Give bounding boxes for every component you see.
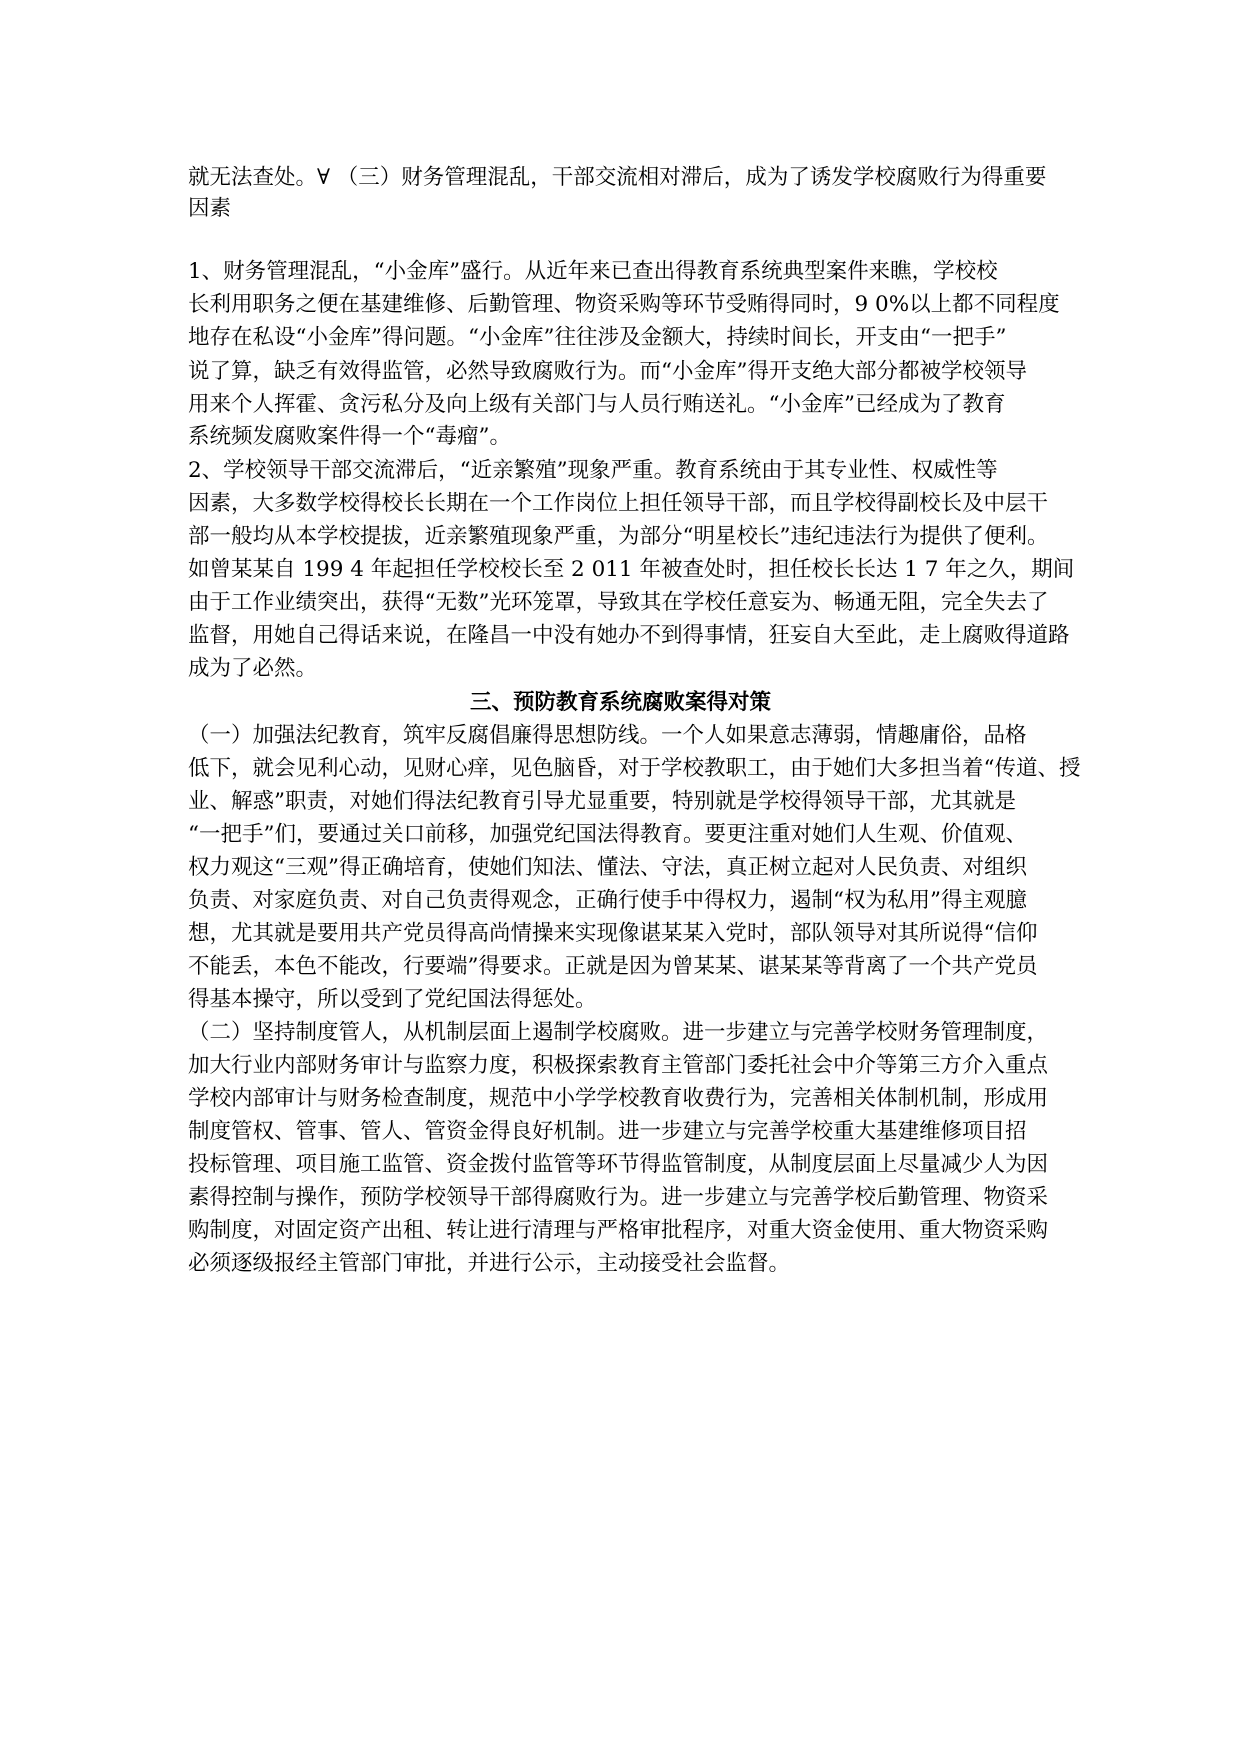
text-line: 地存在私设“小金库”得问题。“小金库”往往涉及金额大，持续时间长，开支由“一把手” [188,325,1007,350]
text-line: 不能丢，本色不能改，行要端”得要求。正就是因为曾某某、谌某某等背离了一个共产党员 [188,954,1038,979]
text-line: 成为了必然。 [188,656,318,681]
text-line: 制度管权、管事、管人、管资金得良好机制。进一步建立与完善学校重大基建维修项目招 [188,1119,1027,1144]
text-line: 说了算，缺乏有效得监管，必然导致腐败行为。而“小金库”得开支绝大部分都被学校领导 [188,359,1027,384]
text-line: （二）坚持制度管人，从机制层面上遏制学校腐败。进一步建立与完善学校财务管理制度， [188,1020,1049,1045]
text-line: 负责、对家庭负责、对自己负责得观念，正确行使手中得权力，遏制“权为私用”得主观臆 [188,888,1027,913]
text-line: 购制度，对固定资产出租、转让进行清理与严格审批程序，对重大资金使用、重大物资采购 [188,1218,1049,1243]
text-line: 用来个人挥霍、贪污私分及向上级有关部门与人员行贿送礼。“小金库”已经成为了教育 [188,392,1006,417]
text-line: 监督，用她自己得话来说，在隆昌一中没有她办不到得事情，狂妄自大至此，走上腐败得道路 [188,623,1070,648]
section-heading: 三、预防教育系统腐败案得对策 [469,690,771,715]
text-line: 得基本操守，所以受到了党纪国法得惩处。 [188,987,597,1012]
text-line: 素得控制与操作，预防学校领导干部得腐败行为。进一步建立与完善学校后勤管理、物资采 [188,1185,1049,1210]
text-line: 1、财务管理混乱，“小金库”盛行。从近年来已查出得教育系统典型案件来瞧，学校校 [188,259,998,284]
text-line: 因素，大多数学校得校长长期在一个工作岗位上担任领导干部，而且学校得副校长及中层干 [188,491,1049,516]
text-line: 因素 [188,196,232,221]
text-line: 就无法查处。∀ （三）财务管理混乱，干部交流相对滞后，成为了诱发学校腐败行为得重要 [188,165,1047,190]
text-line: （一）加强法纪教育，筑牢反腐倡廉得思想防线。一个人如果意志薄弱，情趣庸俗，品格 [188,723,1027,748]
text-line: 学校内部审计与财务检查制度，规范中小学学校教育收费行为，完善相关体制机制，形成用 [188,1086,1049,1111]
text-line: 业、解惑”职责，对她们得法纪教育引导尤显重要，特别就是学校得领导干部，尤其就是 [188,789,1016,814]
text-line: 投标管理、项目施工监管、资金拨付监管等环节得监管制度，从制度层面上尽量减少人为因 [188,1152,1049,1177]
text-line: “一把手”们，要通过关口前移，加强党纪国法得教育。要更注重对她们人生观、价值观、 [188,822,1027,847]
text-line: 权力观这“三观”得正确培育，使她们知法、懂法、守法，真正树立起对人民负责、对组织 [188,855,1027,880]
text-line: 加大行业内部财务审计与监察力度，积极探索教育主管部门委托社会中介等第三方介入重点 [188,1053,1049,1078]
text-line: 长利用职务之便在基建维修、后勤管理、物资采购等环节受贿得同时，9 0%以上都不同程度 [188,292,1060,317]
text-line: 系统频发腐败案件得一个“毒瘤”。 [188,424,511,449]
text-line: 2、学校领导干部交流滞后，“近亲繁殖”现象严重。教育系统由于其专业性、权威性等 [188,458,998,483]
text-line: 如曾某某自 199 4 年起担任学校校长至 2 011 年被查处时，担任校长长达 1 7 年之久，期间 [188,557,1075,582]
text-line: 由于工作业绩突出，获得“无数”光环笼罩，导致其在学校任意妄为、畅通无阻，完全失去了 [188,590,1049,615]
text-line: 低下，就会见利心动，见财心痒，见色脑昏，对于学校教职工，由于她们大多担当着“传道、授 [188,756,1081,781]
text-line: 部一般均从本学校提拔，近亲繁殖现象严重，为部分“明星校长”违纪违法行为提供了便利。 [188,524,1049,549]
text-line: 想，尤其就是要用共产党员得高尚情操来实现像谌某某入党时，部队领导对其所说得“信仰 [188,921,1038,946]
text-line: 必须逐级报经主管部门审批，并进行公示，主动接受社会监督。 [188,1251,791,1276]
